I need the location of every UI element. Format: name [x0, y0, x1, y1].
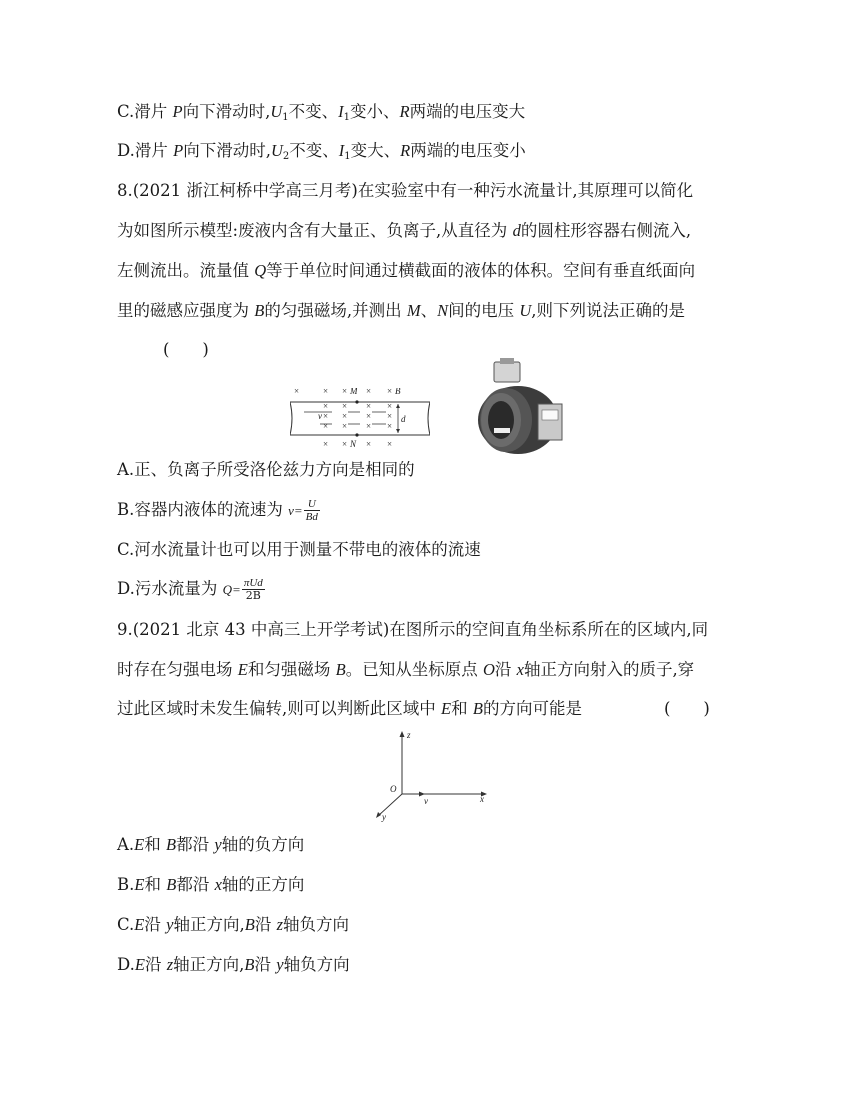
axis-label-x: x: [480, 794, 484, 804]
flow-speed-fraction: $\frac{U}{Bd}$: [305, 498, 318, 523]
q9-stem-line1: 9.(2021 北京 43 中高三上开学考试)在图所示的空间直角坐标系所在的区域内,同: [117, 620, 709, 639]
svg-text:×: ×: [366, 411, 372, 421]
q7-option-c: C.滑片 P向下滑动时$,U_1$不变、$I_1$变小、R两端的电压变大: [117, 102, 526, 123]
q8-stem-line4: 里的磁感应强度为 B的匀强磁场,并测出 M、N间的电压 U,则下列说法正确的是: [117, 301, 686, 320]
svg-text:×: ×: [323, 401, 329, 411]
svg-text:×: ×: [323, 411, 329, 421]
svg-text:×: ×: [366, 439, 372, 449]
fig-label-b: B: [395, 388, 401, 396]
q9-option-c: C.E沿 y轴正方向,B沿 z轴负方向: [117, 915, 349, 934]
svg-text:×: ×: [323, 388, 329, 396]
svg-text:×: ×: [366, 388, 372, 396]
svg-text:×: ×: [387, 401, 393, 411]
svg-text:×: ×: [342, 421, 348, 431]
svg-text:×: ×: [342, 401, 348, 411]
svg-text:×: ×: [366, 401, 372, 411]
coordinate-axes-diagram: [368, 728, 498, 828]
q8-option-c: C.河水流量计也可以用于测量不带电的液体的流速: [117, 540, 481, 559]
svg-text:×: ×: [366, 421, 372, 431]
q8-answer-paren: ( ): [163, 340, 209, 359]
svg-text:×: ×: [387, 439, 393, 449]
q9-stem-line2: 时存在匀强电场 E和匀强磁场 B。已知从坐标原点 O沿 x轴正方向射入的质子,穿: [117, 660, 695, 679]
q8-option-a: A.正、负离子所受洛伦兹力方向是相同的: [117, 460, 415, 479]
q9-answer-paren: ( ): [664, 699, 710, 718]
flowmeter-schematic: [290, 388, 430, 450]
flow-rate-fraction: $\frac{\text{πUd}}{2B}$: [243, 577, 263, 602]
axis-label-y: y: [382, 812, 386, 822]
q9-option-d: D.E沿 z轴正方向,B沿 y轴负方向: [117, 955, 350, 974]
svg-text:×: ×: [387, 411, 393, 421]
fig-label-m: M: [350, 388, 358, 396]
q8-option-b: B.容器内液体的流速为 v= $\frac{U}{Bd}$: [117, 498, 318, 523]
q9-option-a: A.E和 B都沿 y轴的负方向: [117, 835, 305, 854]
velocity-label: v: [424, 796, 428, 806]
svg-text:×: ×: [323, 421, 329, 431]
q8-stem-line1: 8.(2021 浙江柯桥中学高三月考)在实验室中有一种污水流量计,其原理可以简化: [117, 181, 694, 200]
q8-option-d: D.污水流量为 Q= $\frac{\text{πUd}}{2B}$: [117, 577, 263, 602]
svg-text:×: ×: [342, 411, 348, 421]
svg-text:×: ×: [342, 388, 348, 396]
fig-label-n: N: [350, 439, 357, 449]
q7-option-d: D.滑片 P向下滑动时$,U_2$不变、$I_1$变大、R两端的电压变小: [117, 141, 526, 162]
fig-label-d: d: [401, 414, 406, 424]
q8-stem-line2: 为如图所示模型:废液内含有大量正、负离子,从直径为 d的圆柱形容器右侧流入,: [117, 221, 692, 240]
svg-text:×: ×: [342, 439, 348, 449]
svg-text:×: ×: [294, 388, 300, 396]
origin-label: O: [390, 784, 397, 794]
q9-option-b: B.E和 B都沿 x轴的正方向: [117, 875, 305, 894]
q8-stem-line3: 左侧流出。流量值 Q等于单位时间通过横截面的液体的体积。空间有垂直纸面向: [117, 261, 696, 280]
svg-text:×: ×: [387, 388, 393, 396]
q9-stem-line3: 过此区域时未发生偏转,则可以判断此区域中 E和 B的方向可能是: [117, 699, 582, 718]
svg-text:×: ×: [387, 421, 393, 431]
svg-text:×: ×: [323, 439, 329, 449]
flowmeter-photo: [468, 358, 568, 458]
axis-label-z: z: [407, 730, 411, 740]
fig-label-v: v: [318, 411, 322, 421]
